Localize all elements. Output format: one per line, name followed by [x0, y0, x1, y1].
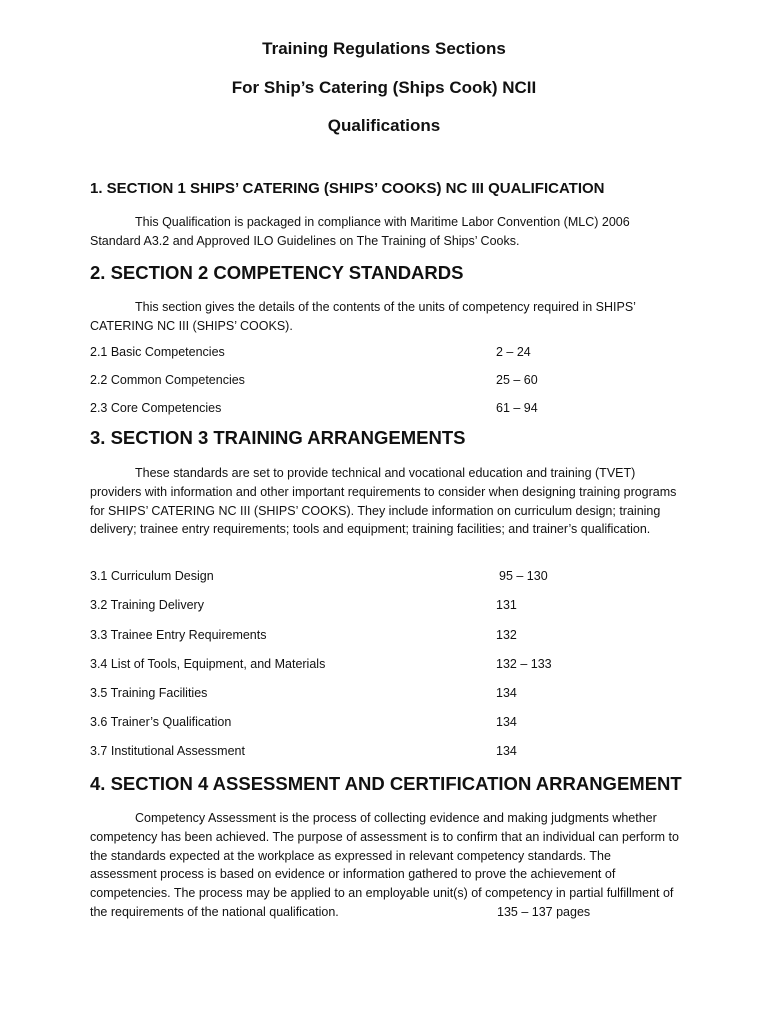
- section-3-text: These standards are set to provide technical and vocational education and training (TVET) providers with information and other important requirements to consider when designing training programs for SHIPS’ CATERING NC III (SHIPS’ COOKS). They include information on curriculum design; training delivery; trainee entry requirements; tools and equipment; training facilities; and trainer’s qualification.: [90, 466, 677, 537]
- section-4-pages: 135 – 137 pages: [497, 905, 591, 919]
- toc-pages: 132: [496, 628, 517, 642]
- section-3-heading: 3. SECTION 3 TRAINING ARRANGEMENTS: [90, 427, 466, 448]
- toc-pages: 132 – 133: [496, 657, 552, 671]
- section-1-paragraph: [90, 213, 680, 251]
- toc-row-3-4: [90, 655, 650, 673]
- toc-pages: 61 – 94: [496, 401, 538, 415]
- toc-label: 3.4 List of Tools, Equipment, and Materials: [90, 657, 326, 671]
- document-title-line-3: Qualifications: [327, 116, 441, 135]
- toc-row-2-3: [90, 399, 650, 417]
- toc-pages: 25 – 60: [496, 373, 538, 387]
- section-2-paragraph: [90, 298, 680, 336]
- section-3-paragraph: [90, 464, 680, 539]
- section-1-text: This Qualification is packaged in compliance with Maritime Labor Convention (MLC) 2006 Standard A3.2 and Approved ILO Guidelines on The Training of Ships’ Cooks.: [90, 215, 630, 248]
- toc-pages: 134: [496, 715, 517, 729]
- toc-label: 3.5 Training Facilities: [90, 686, 208, 700]
- toc-row-2-2: [90, 371, 650, 389]
- toc-label: 3.6 Trainer’s Qualification: [90, 715, 232, 729]
- section-1-heading: 1. SECTION 1 SHIPS’ CATERING (SHIPS’ COOKS) NC III QUALIFICATION: [90, 180, 605, 197]
- toc-pages: 134: [496, 686, 517, 700]
- toc-row-3-2: [90, 596, 650, 614]
- toc-label: 3.1 Curriculum Design: [90, 569, 214, 583]
- toc-label: 2.3 Core Competencies: [90, 401, 222, 415]
- toc-row-3-3: [90, 626, 650, 644]
- toc-label: 3.2 Training Delivery: [90, 598, 204, 612]
- toc-label: 3.7 Institutional Assessment: [90, 744, 245, 758]
- toc-row-2-1: [90, 343, 650, 361]
- toc-row-3-6: [90, 713, 650, 731]
- section-2-heading: 2. SECTION 2 COMPETENCY STANDARDS: [90, 262, 464, 283]
- toc-pages: 134: [496, 744, 517, 758]
- toc-pages: 131: [496, 598, 517, 612]
- toc-row-3-5: [90, 684, 650, 702]
- section-2-text: This section gives the details of the contents of the units of competency required in SHIPS’ CATERING NC III (SHIPS’ COOKS).: [90, 300, 636, 333]
- document-title-line-1: Training Regulations Sections: [262, 39, 506, 58]
- section-4-text: Competency Assessment is the process of collecting evidence and making judgments whether competency has been achieved. The purpose of assessment is to confirm that an individual can perform to the standards expected at the workplace as expressed in relevant competency standards. The assessment process is based on evidence or information gathered to prove the achievement of competencies. The process may be applied to an employable unit(s) of competency in partial fulfillment of the requirements of the national qualification.: [90, 811, 679, 919]
- toc-label: 2.2 Common Competencies: [90, 373, 245, 387]
- toc-pages: 2 – 24: [496, 345, 531, 359]
- toc-row-3-1: [90, 567, 650, 585]
- section-4-paragraph: [90, 809, 680, 922]
- document-title-line-2: For Ship’s Catering (Ships Cook) NCII: [231, 78, 537, 97]
- toc-pages: 95 – 130: [499, 569, 548, 583]
- toc-row-3-7: [90, 742, 650, 760]
- toc-label: 2.1 Basic Competencies: [90, 345, 225, 359]
- toc-label: 3.3 Trainee Entry Requirements: [90, 628, 267, 642]
- section-4-heading: 4. SECTION 4 ASSESSMENT AND CERTIFICATION ARRANGEMENT: [90, 773, 682, 794]
